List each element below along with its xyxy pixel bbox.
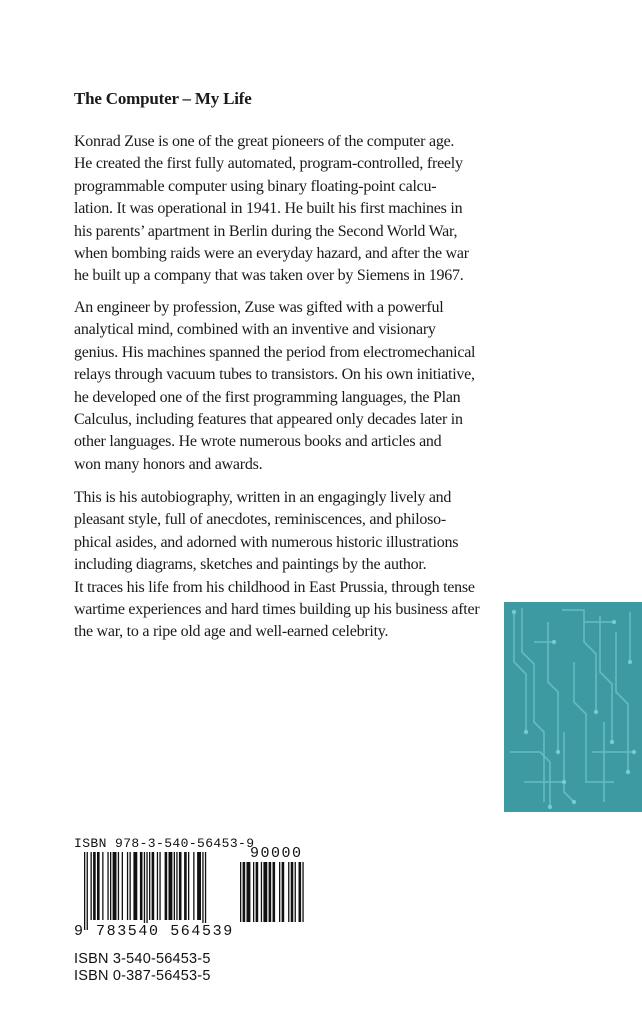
barcode-bar [152,852,155,920]
barcode-bar [107,852,108,920]
barcode-addon-digits: 90000 [250,845,303,862]
barcode-bar [97,852,100,920]
barcode-bar [133,852,137,920]
barcode-bar [149,852,150,920]
barcode-bar [93,852,96,920]
isbn13-label: ISBN 978-3-540-56453-9 [74,836,255,851]
isbn10-label: ISBN 3-540-56453-5 [74,951,211,967]
barcode-bar [87,852,88,930]
barcode-bar [205,852,206,930]
text-line: analytical mind, combined with an inventive and visionary [74,321,436,339]
text-line: He created the first fully automated, program-controlled, freely [74,155,463,173]
barcode-bar [299,862,302,922]
text-line: won many honors and awards. [74,455,263,473]
text-line: Calculus, including features that appeared only decades later in [74,411,463,429]
text-line: lation. It was operational in 1941. He built his first machines in [74,200,463,218]
barcode-bar [118,852,119,920]
barcode-bar [140,852,143,920]
barcode-bar [273,862,276,922]
addon-barcode [240,862,304,932]
barcode-bar [113,852,117,920]
barcode-bar [146,852,147,930]
barcode-bar [253,862,254,922]
text-line: Konrad Zuse is one of the great pioneers of the computer age. [74,133,455,150]
barcode-bar [202,852,203,930]
circuit-board-image [504,602,642,812]
text-line: An engineer by profession, Zuse was gifted with a powerful [74,299,444,316]
text-line: genius. His machines spanned the period from electromechanical [74,343,476,361]
text-line: his parents’ apartment in Berlin during the Second World War, [74,222,458,240]
text-line: pleasant style, full of anecdotes, reminiscences, and philoso- [74,511,446,529]
text-line: other languages. He wrote numerous books and articles and [74,433,442,451]
barcode-bar [291,862,294,922]
text-line: the war, to a ripe old age and well-earned celebrity. [74,623,389,641]
text-line: phical asides, and adorned with numerous historic illustrations [74,533,459,551]
text-line: including diagrams, sketches and paintings by the author. [74,556,427,574]
text-line: when bombing raids were an everyday hazard, and after the war [74,245,469,263]
barcode-bar [110,852,111,920]
barcode-bar [122,852,123,920]
barcode-bar [263,862,267,922]
text-line: wartime experiences and hard times building up his business after [74,601,480,619]
text-line: programmable computer using binary floating-point calcu- [74,177,437,195]
barcode-bar [279,862,280,922]
barcode-bar [176,852,177,920]
barcode-bar [144,852,145,930]
barcode-bar [269,862,272,922]
paragraph-engineer [74,297,494,476]
text-line: relays through vacuum tubes to transistors. On his own initiative, [74,366,475,384]
paragraph-autobiography [74,487,494,644]
barcode-bar [261,862,262,922]
barcode-bar [256,862,259,922]
barcode-bar [169,852,173,920]
barcode-bar [247,862,251,922]
barcode-bar [130,852,131,920]
paragraph-intro [74,131,494,288]
barcode-bar [184,852,187,920]
barcode-bar [197,852,201,920]
barcode-bar [157,852,158,920]
barcode-bar [302,862,303,922]
text-line: It traces his life from his childhood in East Prussia, through tense [74,578,475,596]
text-line: This is his autobiography, written in an engagingly lively and [74,489,452,506]
barcode-bar [188,852,189,920]
barcode-bar [243,862,246,922]
barcode-bar [288,862,289,922]
barcode-bar [174,852,175,920]
barcode-digits: 783540 564539 [96,923,234,940]
text-line: he built up a company that was taken over by Siemens in 1967. [74,267,464,285]
barcode-bar [282,862,285,922]
barcode-lead-digit: 9 [74,923,84,940]
barcode-bar [179,852,182,920]
barcode-bar [91,852,92,920]
barcode-bar [295,862,296,922]
barcode-bar [165,852,168,920]
barcode-bar [127,852,128,920]
ean-barcode [84,852,234,930]
circuit-traces-graphic [504,602,642,812]
isbn10-label: ISBN 0-387-56453-5 [74,968,211,984]
barcode-bar [84,852,85,930]
book-title: The Computer – My Life [74,89,252,108]
barcode-bar [240,862,241,922]
barcode-bar [159,852,160,920]
barcode-bar [193,852,194,920]
barcode-bar [102,852,103,920]
text-line: he developed one of the first programming languages, the Plan [74,388,461,406]
